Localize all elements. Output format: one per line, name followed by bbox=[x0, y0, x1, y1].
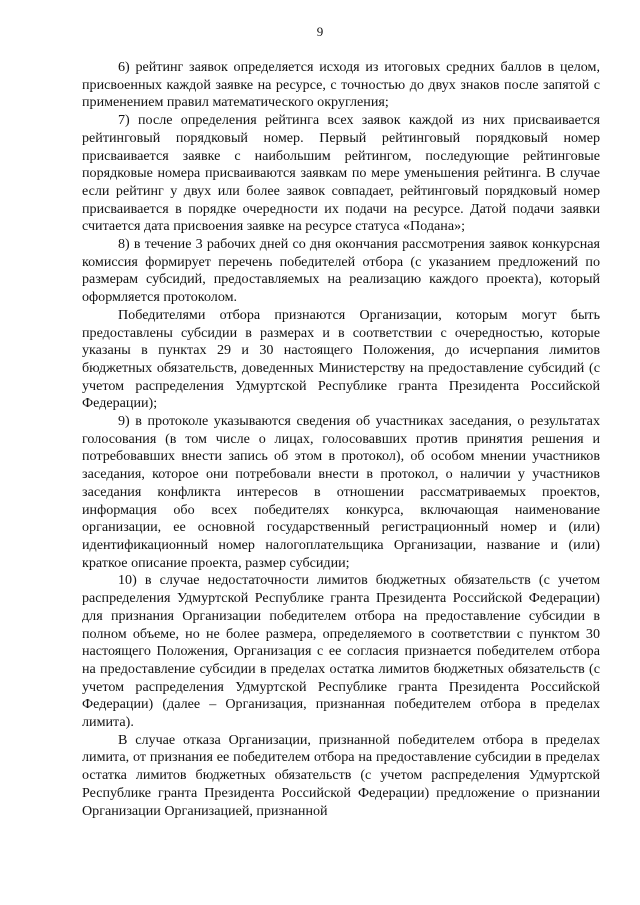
paragraph-winners: Победителями отбора признаются Организации, которым могут быть предоставлены субсидии в размерах и в соответствии с очередностью, которые указаны в пунктах 29 и 30 настоящего Положения, до исчерпания лимитов бюджетных обязательств, доведенных Министерству на предоставление субсидий (с учетом распределения Удмуртской Республике гранта Президента Российской Федерации); bbox=[82, 306, 600, 412]
paragraph-refusal: В случае отказа Организации, признанной победителем отбора в пределах лимита, от признания ее победителем отбора на предоставление субсидии в пределах остатка лимитов бюджетных обязательств (с учетом распределения Удмуртской Республике гранта Президента Российской Федерации) предложение о признании Организации Организацией, признанной bbox=[82, 731, 600, 819]
paragraph-item-8: 8) в течение 3 рабочих дней со дня окончания рассмотрения заявок конкурсная комиссия формирует перечень победителей отбора (с указанием предложений по размерам субсидий, предоставляемых на реализацию каждого проекта), который оформляется протоколом. bbox=[82, 236, 600, 306]
document-body bbox=[82, 59, 600, 820]
paragraph-item-7: 7) после определения рейтинга всех заявок каждой из них присваивается рейтинговый порядковый номер. Первый рейтинговый порядковый номер присваивается заявке с наибольшим рейтингом, последующие рейтинговые порядковые номера присваиваются заявкам по мере уменьшения рейтинга. В случае если рейтинг у двух или более заявок совпадает, рейтинговый порядковый номер присваивается в порядке очередности их подачи на ресурсе. Датой подачи заявки считается дата присвоения заявке на ресурсе статуса «Подана»; bbox=[82, 112, 600, 235]
paragraph-item-9: 9) в протоколе указываются сведения об участниках заседания, о результатах голосования (в том числе о лицах, голосовавших против принятия решения и потребовавших внести запись об этом в протокол), об особом мнении участников заседания, которое они потребовали внести в протокол, о наличии у участников заседания конфликта интересов в отношении рассматриваемых проектов, информация обо всех победителях конкурса, включающая наименование организации, ее основной государственный регистрационный номер и (или) идентификационный номер налогоплательщика Организации, название и (или) краткое описание проекта, размер субсидии; bbox=[82, 413, 600, 571]
paragraph-item-6: 6) рейтинг заявок определяется исходя из итоговых средних баллов в целом, присвоенных каждой заявке на ресурсе, с точностью до двух знаков после запятой с применением правил математического округления; bbox=[82, 59, 600, 111]
paragraph-item-10: 10) в случае недостаточности лимитов бюджетных обязательств (с учетом распределения Удмуртской Республике гранта Президента Российской Федерации) для признания Организации победителем отбора на предоставление субсидии в полном объеме, но не более размера, определяемого в соответствии с пунктом 30 настоящего Положения, Организация с ее согласия признается победителем отбора на предоставление субсидии в пределах остатка лимитов бюджетных обязательств (с учетом распределения Удмуртской Республике гранта Президента Российской Федерации) (далее – Организация, признанная победителем отбора в пределах лимита). bbox=[82, 572, 600, 731]
page-number: 9 bbox=[316, 24, 324, 39]
